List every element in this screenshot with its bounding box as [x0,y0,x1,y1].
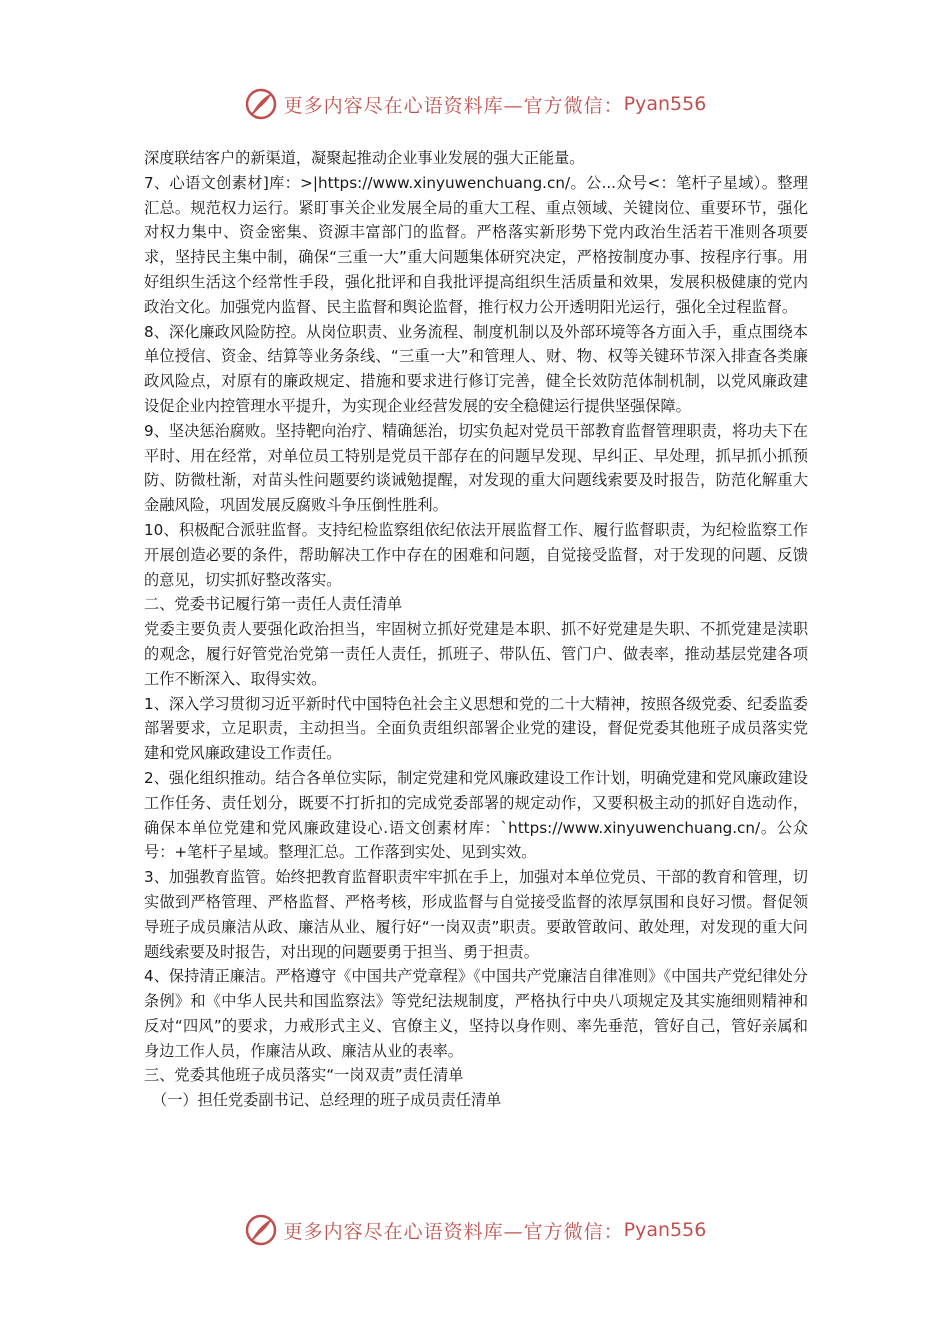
section-heading: 三、党委其他班子成员落实“一岗双责”责任清单 [144,1066,464,1085]
paragraph: 10、积极配合派驻监督。支持纪检监察组依纪依法开展监督工作、履行监督职责，为纪检监察工作开展创造必要的条件，帮助解决工作中存在的困难和问题，自觉接受监督，对于发现的问题、反馈的意见，切实抓好整改落实。 [144,520,808,589]
paragraph: 3、加强教育监管。始终把教育监督职责牢牢抓在手上，加强对本单位党员、干部的教育和管理，切实做到严格管理、严格监督、严格考核，形成监督与自觉接受监督的浓厚氛围和良好习惯。督促领导班子成员廉洁从政、廉洁从业、履行好“一岗双责”职责。要敢管敢问、敢处理，对发现的重大问题线索要及时报告，对出现的问题要勇于担当、勇于担责。 [144,868,808,961]
paragraph: 8、深化廉政风险防控。从岗位职责、业务流程、制度机制以及外部环境等各方面入手，重点围绕本单位授信、资金、结算等业务条线、“三重一大”和管理人、财、物、权等关键环节深入排查各类廉政风险点，对原有的廉政规定、措施和要求进行修订完善，健全长效防范体制机制，以党风廉政建设促企业内控管理水平提升，为实现企业经营发展的安全稳健运行提供坚强保障。 [144,322,808,415]
paragraph: 4、保持清正廉洁。严格遵守《中国共产党章程》《中国共产党廉洁自律准则》《中国共产党纪律处分条例》和《中华人民共和国监察法》等党纪法规制度，严格执行中央八项规定及其实施细则精神和反对“四风”的要求，力戒形式主义、官僚主义，坚持以身作则、率先垂范，管好自己，管好亲属和身边工作人员，作廉洁从政、廉洁从业的表率。 [144,967,808,1060]
paragraph: 2、强化组织推动。结合各单位实际，制定党建和党风廉政建设工作计划，明确党建和党风廉政建设工作任务、责任划分，既要不打折扣的完成党委部署的规定动作，又要积极主动的抓好自选动作，确保本单位党建和党风廉政建设心.语文创素材库：`https://www.xinyuwenchuang.cn/。公众号：+笔杆子星域。整理汇总。工作落到实处、见到实效。 [144,768,808,862]
subsection-heading: （一）担任党委副书记、总经理的班子成员责任清单 [152,1091,502,1110]
header-banner [0,84,950,124]
paragraph: 9、坚决惩治腐败。坚持靶向治疗、精确惩治，切实负起对党员干部教育监督管理职责，将功夫下在平时、用在经常，对单位员工特别是党员干部存在的问题早发现、早纠正、早处理，抓早抓小抓预防、防微杜渐，对苗头性问题要约谈诫勉提醒，对发现的重大问题线索要及时报告，防范化解重大金融风险，巩固发展反腐败斗争压倒性胜利。 [144,421,808,515]
banner-contact-id: Pyan556 [623,1219,707,1241]
banner-brand-text: 更多内容尽在心语资料库—官方微信： [283,94,624,117]
paragraph: 党委主要负责人要强化政治担当，牢固树立抓好党建是本职、抓不好党建是失职、不抓党建是渎职的观念，履行好管党治党第一责任人责任，抓班子、带队伍、管门户、做表率，推动基层党建各项工作不断深入、取得实效。 [144,620,808,688]
banner-contact-id: Pyan556 [623,93,707,115]
section-heading: 二、党委书记履行第一责任人责任清单 [144,595,403,614]
document-body [144,146,808,1113]
banner-brand-text: 更多内容尽在心语资料库—官方微信： [283,1220,624,1243]
paragraph: 深度联结客户的新渠道，凝聚起推动企业事业发展的强大正能量。 [144,149,585,167]
paragraph: 7、心语文创素材]库：>|https://www.xinyuwenchuang.cn/。公...众号<：笔杆子星域）。整理汇总。规范权力运行。紧盯事关企业发展全局的重大工程、重点领域、关键岗位、重要环节，强化对权力集中、资金密集、资源丰富部门的监督。严格落实新形势下党内政治生活若干准则各项要求，坚持民主集中制，确保“三重一大”重大问题集体研究决定，严格按制度办事、按程序行事。用好组织生活这个经常性手段，强化批评和自我批评提高组织生活质量和效果，发展积极健康的党内政治文化。加强党内监督、民主监督和舆论监督，推行权力公开透明阳光运行，强化全过程监督。 [144,173,808,316]
feather-pen-logo-icon [244,87,278,121]
footer-banner [0,1210,950,1250]
feather-pen-logo-icon [244,1213,278,1247]
paragraph: 1、深入学习贯彻习近平新时代中国特色社会主义思想和党的二十大精神，按照各级党委、纪委监委部署要求，立足职责，主动担当。全面负责组织部署企业党的建设，督促党委其他班子成员落实党建和党风廉政建设工作责任。 [144,694,808,763]
